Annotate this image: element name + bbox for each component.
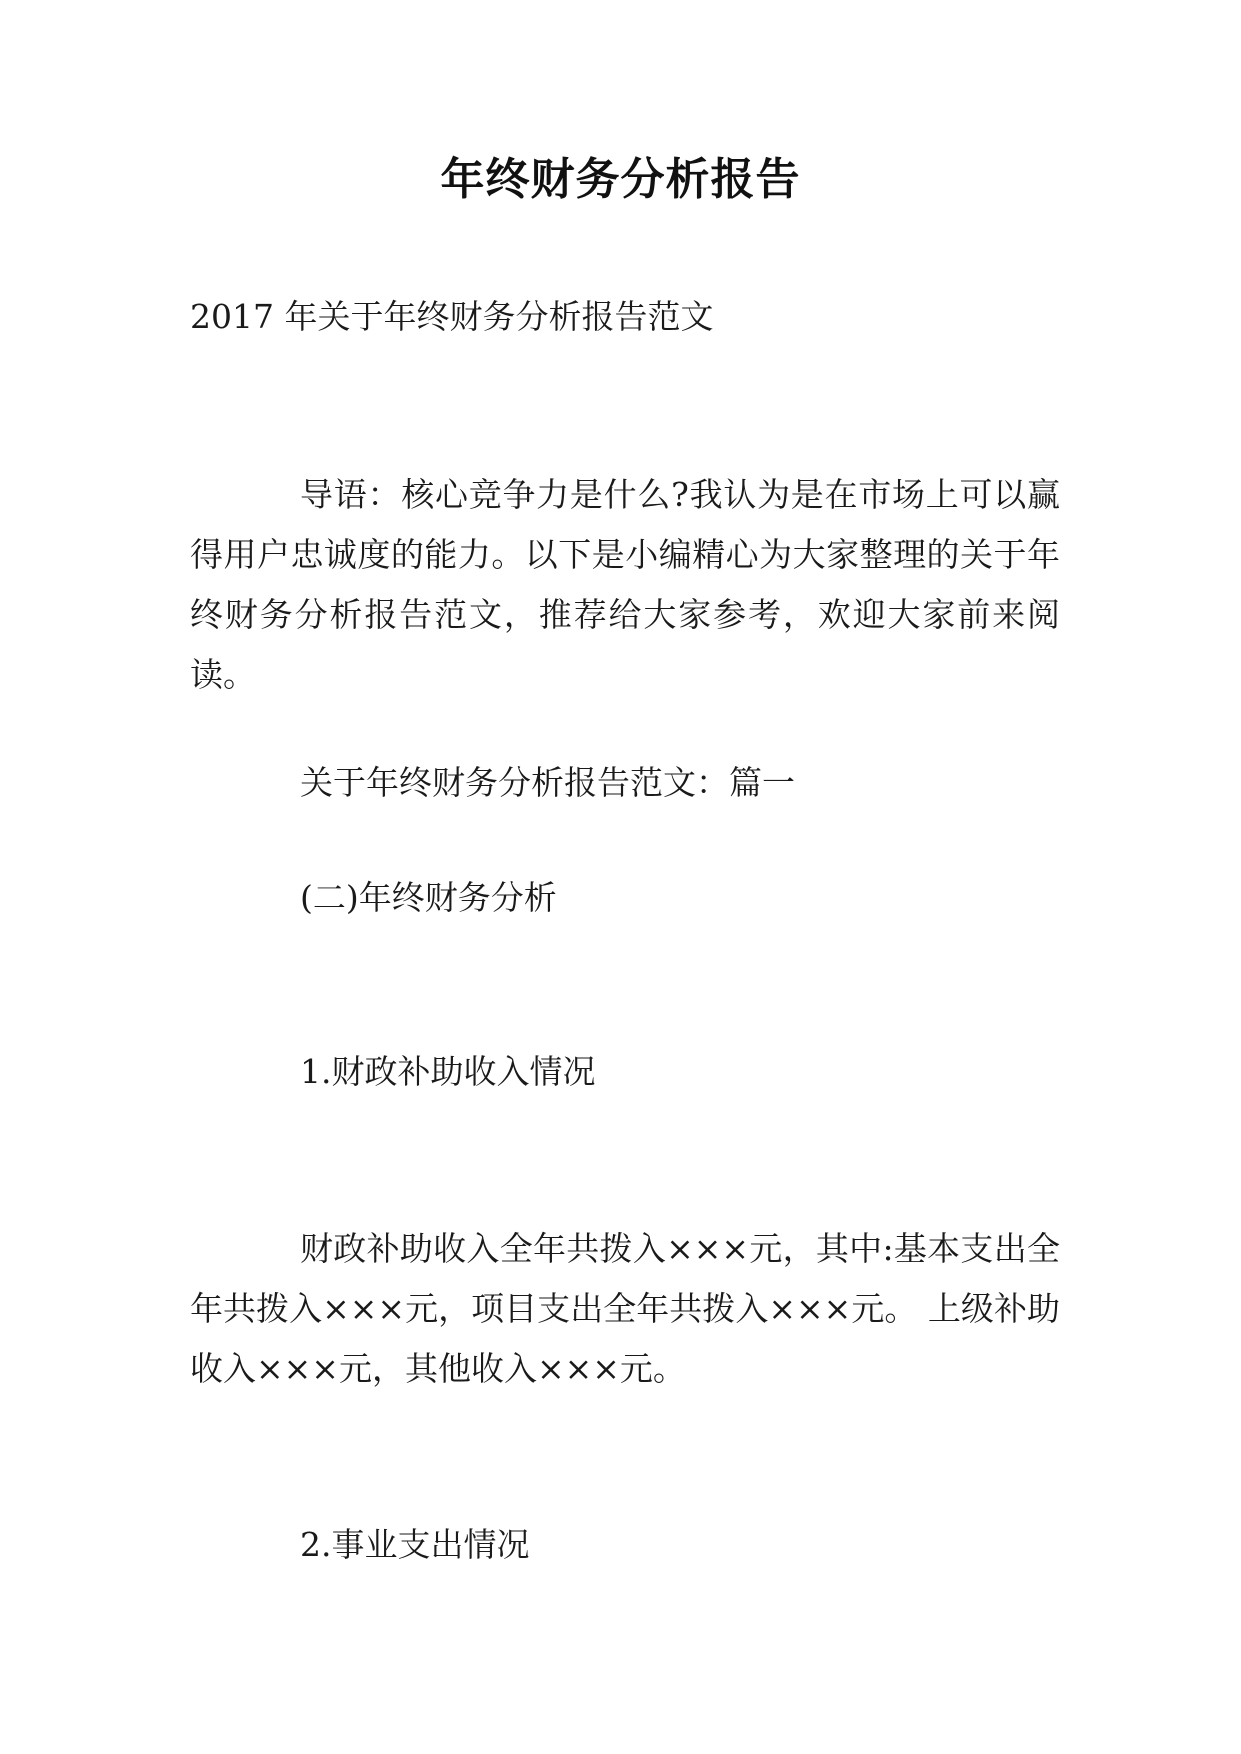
- document-subtitle: 2017 年关于年终财务分析报告范文: [190, 297, 714, 336]
- intro-paragraph: 导语：核心竞争力是什么?我认为是在市场上可以赢得用户忠诚度的能力。以下是小编精心为大家整理的关于年终财务分析报告范文，推荐给大家参考，欢迎大家前来阅读。: [190, 475, 1060, 694]
- section-heading: (二)年终财务分析: [300, 878, 557, 917]
- income-paragraph: 财政补助收入全年共拨入×××元，其中:基本支出全年共拨入×××元，项目支出全年共拨入×××元。 上级补助收入×××元，其他收入×××元。: [190, 1229, 1060, 1388]
- item1-heading: 1.财政补助收入情况: [300, 1052, 596, 1091]
- document-title: 年终财务分析报告: [440, 154, 801, 205]
- article-heading: 关于年终财务分析报告范文：篇一: [300, 763, 795, 802]
- item2-heading: 2.事业支出情况: [300, 1525, 530, 1564]
